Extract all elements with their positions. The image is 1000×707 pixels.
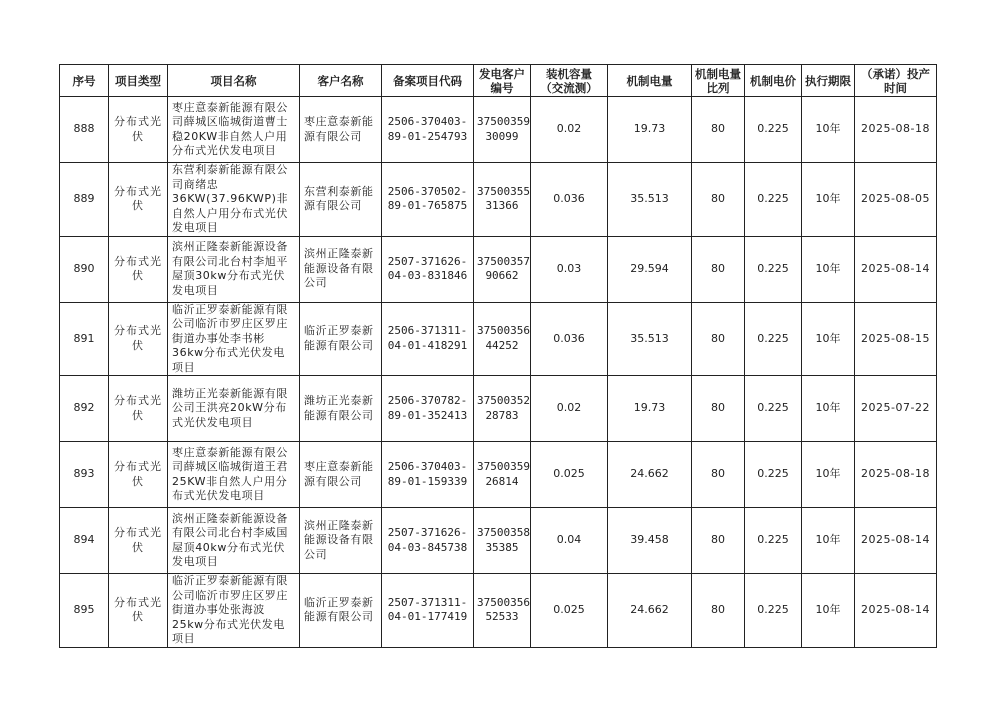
cell-account-line2: 28783 bbox=[485, 408, 519, 422]
cell-capacity: 0.025 bbox=[531, 442, 608, 508]
table-row bbox=[60, 302, 937, 376]
cell-account-line1: 37500355 bbox=[477, 184, 530, 198]
cell-code-line2: 04-01-177419 bbox=[387, 610, 468, 624]
cell-date: 2025-08-15 bbox=[855, 302, 937, 376]
cell-account-line2: 90662 bbox=[485, 269, 519, 282]
cell-project-name: 东营利泰新能源有限公司商绪忠36KW(37.96KWP)非自然人户用分布式光伏发电项目 bbox=[168, 163, 300, 237]
header-capacity bbox=[531, 65, 608, 97]
cell-seq: 888 bbox=[60, 97, 109, 163]
cell-type: 分布式光伏 bbox=[109, 376, 168, 442]
cell-code-line2: 89-01-352413 bbox=[387, 408, 468, 422]
cell-type: 分布式光伏 bbox=[109, 574, 168, 648]
cell-date: 2025-08-18 bbox=[855, 442, 937, 508]
cell-project-name: 滨州正隆泰新能源设备有限公司北台村李威国屋顶40kw分布式光伏发电项目 bbox=[168, 508, 300, 574]
cell-code-line1: 2507-371626- bbox=[387, 254, 468, 268]
cell-code-line1: 2506-370403- bbox=[387, 460, 468, 473]
table-row bbox=[60, 163, 937, 237]
cell-account-line1: 37500358 bbox=[477, 526, 530, 539]
header-seq: 序号 bbox=[60, 65, 109, 97]
header-energy: 机制电量 bbox=[608, 65, 692, 97]
cell-price: 0.225 bbox=[745, 508, 802, 574]
cell-account-line1: 37500352 bbox=[477, 394, 530, 407]
cell-energy: 24.662 bbox=[608, 442, 692, 508]
cell-account-line1: 37500359 bbox=[477, 460, 530, 473]
cell-code-line1: 2506-371311- bbox=[387, 324, 468, 338]
cell-account bbox=[474, 574, 531, 648]
header-ratio-line1: 机制电量 bbox=[695, 66, 741, 81]
cell-account bbox=[474, 302, 531, 376]
cell-code bbox=[382, 163, 474, 237]
cell-ratio: 80 bbox=[692, 163, 745, 237]
project-table bbox=[59, 64, 937, 648]
cell-account-line2: 52533 bbox=[485, 610, 519, 624]
cell-seq: 895 bbox=[60, 574, 109, 648]
cell-project-name: 枣庄意泰新能源有限公司薛城区临城街道王君25KW非自然人户用分布式光伏发电项目 bbox=[168, 442, 300, 508]
cell-customer: 临沂正罗泰新能源有限公司 bbox=[300, 574, 382, 648]
cell-price: 0.225 bbox=[745, 163, 802, 237]
cell-customer: 潍坊正光泰新能源有限公司 bbox=[300, 376, 382, 442]
cell-seq: 891 bbox=[60, 302, 109, 376]
cell-code bbox=[382, 302, 474, 376]
table-row bbox=[60, 97, 937, 163]
cell-capacity: 0.03 bbox=[531, 236, 608, 302]
cell-project-name: 临沂正罗泰新能源有限公司临沂市罗庄区罗庄街道办事处李书彬36kw分布式光伏发电项目 bbox=[168, 302, 300, 376]
cell-price: 0.225 bbox=[745, 97, 802, 163]
table-row bbox=[60, 376, 937, 442]
cell-price: 0.225 bbox=[745, 442, 802, 508]
cell-code bbox=[382, 376, 474, 442]
cell-seq: 894 bbox=[60, 508, 109, 574]
cell-account-line2: 44252 bbox=[485, 338, 519, 352]
cell-code-line2: 89-01-765875 bbox=[387, 199, 468, 213]
cell-type: 分布式光伏 bbox=[109, 163, 168, 237]
header-account bbox=[474, 65, 531, 97]
cell-capacity: 0.02 bbox=[531, 376, 608, 442]
cell-account bbox=[474, 236, 531, 302]
cell-account-line2: 30099 bbox=[485, 129, 519, 143]
cell-energy: 19.73 bbox=[608, 376, 692, 442]
header-account-line1: 发电客户 bbox=[479, 66, 525, 81]
cell-price: 0.225 bbox=[745, 236, 802, 302]
cell-capacity: 0.04 bbox=[531, 508, 608, 574]
header-date-line1: （承诺）投产 bbox=[861, 66, 930, 81]
cell-price: 0.225 bbox=[745, 574, 802, 648]
cell-price: 0.225 bbox=[745, 376, 802, 442]
cell-code bbox=[382, 508, 474, 574]
cell-period: 10年 bbox=[802, 302, 855, 376]
cell-seq: 893 bbox=[60, 442, 109, 508]
cell-date: 2025-08-14 bbox=[855, 508, 937, 574]
cell-period: 10年 bbox=[802, 376, 855, 442]
cell-customer: 滨州正隆泰新能源设备有限公司 bbox=[300, 508, 382, 574]
cell-capacity: 0.036 bbox=[531, 302, 608, 376]
cell-project-name: 枣庄意泰新能源有限公司薛城区临城街道曹士稳20KW非自然人户用分布式光伏发电项目 bbox=[168, 97, 300, 163]
cell-type: 分布式光伏 bbox=[109, 508, 168, 574]
header-date bbox=[855, 65, 937, 97]
cell-code bbox=[382, 574, 474, 648]
header-customer: 客户名称 bbox=[300, 65, 382, 97]
cell-code-line2: 04-03-831846 bbox=[387, 269, 468, 282]
cell-code-line1: 2506-370782- bbox=[387, 394, 468, 407]
cell-energy: 35.513 bbox=[608, 302, 692, 376]
header-code: 备案项目代码 bbox=[382, 65, 474, 97]
cell-date: 2025-08-18 bbox=[855, 97, 937, 163]
cell-energy: 24.662 bbox=[608, 574, 692, 648]
cell-customer: 枣庄意泰新能源有限公司 bbox=[300, 97, 382, 163]
header-period: 执行期限 bbox=[802, 65, 855, 97]
cell-period: 10年 bbox=[802, 236, 855, 302]
table-row bbox=[60, 574, 937, 648]
table-row bbox=[60, 442, 937, 508]
header-type: 项目类型 bbox=[109, 65, 168, 97]
cell-code-line1: 2506-370403- bbox=[387, 115, 468, 128]
cell-customer: 滨州正隆泰新能源设备有限公司 bbox=[300, 236, 382, 302]
cell-period: 10年 bbox=[802, 163, 855, 237]
header-date-line2: 时间 bbox=[884, 80, 907, 95]
cell-project-name: 潍坊正光泰新能源有限公司王洪亮20kW分布式光伏发电项目 bbox=[168, 376, 300, 442]
document-page bbox=[59, 64, 937, 648]
cell-ratio: 80 bbox=[692, 508, 745, 574]
cell-type: 分布式光伏 bbox=[109, 302, 168, 376]
cell-capacity: 0.036 bbox=[531, 163, 608, 237]
cell-account-line2: 31366 bbox=[485, 199, 519, 213]
cell-code-line2: 04-01-418291 bbox=[387, 338, 468, 352]
cell-account-line2: 26814 bbox=[485, 474, 519, 488]
cell-period: 10年 bbox=[802, 508, 855, 574]
cell-code-line2: 89-01-254793 bbox=[387, 129, 468, 143]
cell-seq: 889 bbox=[60, 163, 109, 237]
cell-ratio: 80 bbox=[692, 574, 745, 648]
cell-code-line1: 2506-370502- bbox=[387, 184, 468, 198]
cell-customer: 临沂正罗泰新能源有限公司 bbox=[300, 302, 382, 376]
cell-capacity: 0.02 bbox=[531, 97, 608, 163]
header-row bbox=[60, 65, 937, 97]
cell-customer: 枣庄意泰新能源有限公司 bbox=[300, 442, 382, 508]
cell-type: 分布式光伏 bbox=[109, 236, 168, 302]
cell-code-line2: 89-01-159339 bbox=[387, 474, 468, 488]
cell-ratio: 80 bbox=[692, 442, 745, 508]
cell-account-line1: 37500356 bbox=[477, 595, 530, 609]
cell-code-line1: 2507-371311- bbox=[387, 595, 468, 609]
cell-energy: 29.594 bbox=[608, 236, 692, 302]
cell-period: 10年 bbox=[802, 97, 855, 163]
cell-ratio: 80 bbox=[692, 97, 745, 163]
header-ratio bbox=[692, 65, 745, 97]
header-price: 机制电价 bbox=[745, 65, 802, 97]
cell-account-line1: 37500357 bbox=[477, 254, 530, 268]
cell-energy: 39.458 bbox=[608, 508, 692, 574]
cell-date: 2025-08-14 bbox=[855, 236, 937, 302]
cell-account bbox=[474, 442, 531, 508]
cell-type: 分布式光伏 bbox=[109, 442, 168, 508]
cell-date: 2025-08-05 bbox=[855, 163, 937, 237]
cell-code bbox=[382, 236, 474, 302]
cell-account-line1: 37500356 bbox=[477, 324, 530, 338]
cell-account-line2: 35385 bbox=[485, 540, 519, 554]
cell-seq: 890 bbox=[60, 236, 109, 302]
cell-account-line1: 37500359 bbox=[477, 115, 530, 128]
cell-date: 2025-07-22 bbox=[855, 376, 937, 442]
table-row bbox=[60, 508, 937, 574]
cell-project-name: 滨州正隆泰新能源设备有限公司北台村李旭平屋顶30kw分布式光伏发电项目 bbox=[168, 236, 300, 302]
cell-code-line2: 04-03-845738 bbox=[387, 540, 468, 554]
header-capacity-line1: 装机容量 bbox=[546, 66, 592, 81]
cell-energy: 19.73 bbox=[608, 97, 692, 163]
header-account-line2: 编号 bbox=[490, 80, 514, 95]
cell-ratio: 80 bbox=[692, 376, 745, 442]
cell-period: 10年 bbox=[802, 574, 855, 648]
cell-capacity: 0.025 bbox=[531, 574, 608, 648]
cell-date: 2025-08-14 bbox=[855, 574, 937, 648]
cell-account bbox=[474, 376, 531, 442]
cell-energy: 35.513 bbox=[608, 163, 692, 237]
cell-ratio: 80 bbox=[692, 236, 745, 302]
cell-project-name: 临沂正罗泰新能源有限公司临沂市罗庄区罗庄街道办事处张海波25kw分布式光伏发电项目 bbox=[168, 574, 300, 648]
cell-account bbox=[474, 508, 531, 574]
cell-ratio: 80 bbox=[692, 302, 745, 376]
cell-code-line1: 2507-371626- bbox=[387, 526, 468, 539]
cell-type: 分布式光伏 bbox=[109, 97, 168, 163]
cell-account bbox=[474, 97, 531, 163]
cell-seq: 892 bbox=[60, 376, 109, 442]
cell-price: 0.225 bbox=[745, 302, 802, 376]
cell-code bbox=[382, 442, 474, 508]
cell-period: 10年 bbox=[802, 442, 855, 508]
cell-account bbox=[474, 163, 531, 237]
header-ratio-line2: 比列 bbox=[706, 80, 730, 95]
cell-customer: 东营利泰新能源有限公司 bbox=[300, 163, 382, 237]
header-name: 项目名称 bbox=[168, 65, 300, 97]
cell-code bbox=[382, 97, 474, 163]
table-row bbox=[60, 236, 937, 302]
header-capacity-line2: （交流测） bbox=[540, 80, 598, 95]
